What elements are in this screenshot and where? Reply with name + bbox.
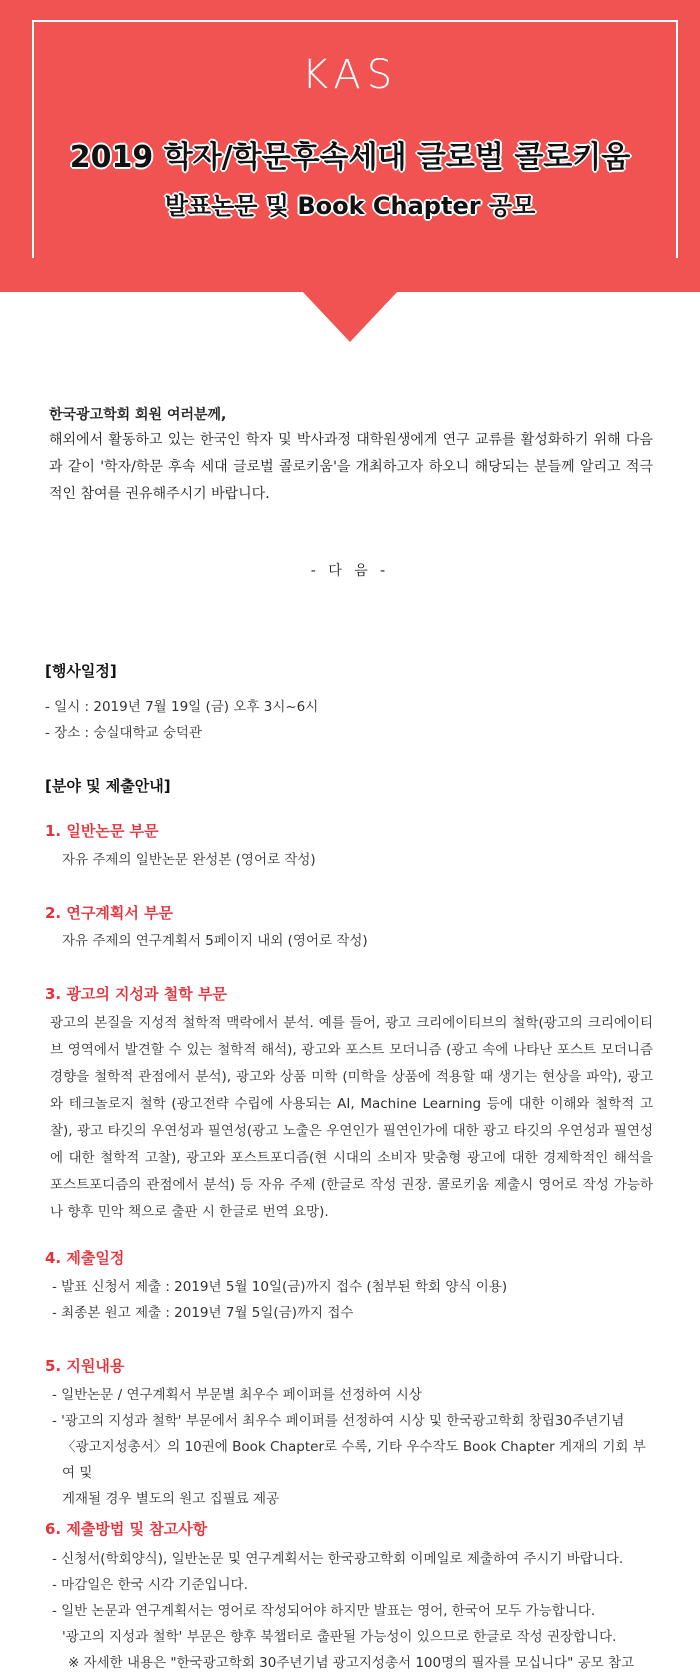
list-item: - 신청서(학회양식), 일반논문 및 연구계획서는 한국광고학회 이메일로 제출하여 주시기 바랍니다. [52,1551,624,1567]
section-5-list [52,1382,654,1512]
section-3-text: 광고의 본질을 지성적 철학적 맥락에서 분석. 예를 들어, 광고 크리에이티브의 철학(광고의 크리에이티브 영역에서 발견할 수 있는 철학적 해석), 광고와 포스트 모더니즘 (광고 속에 나타난 포스트 모더니즘 경향을 철학적 관점에서 분석), 광고와 상품 미학 (미학을 상품에 적용할 때 생기는 현상을 파악), 광고와 테크놀로지 철학 (광고전략 수립에 사용되는 AI, Machine Learning 등에 대한 이해와 철학적 고찰), 광고 타깃의 우연성과 필연성(광고 노출은 우연인가 필연인가에 대한 광고 타깃의 우연성과 필연성에 대한 철학적 고찰), 광고와 포스트포디즘(현 시대의 소비자 맞춤형 광고에 대한 경제학적인 해석을 포스트포디즘의 관점에서 분석) 등 자유 주제 (한글로 작성 권장. 콜로키움 제출시 영어로 작성 가능하나 향후 민악 책으로 출판 시 한글로 번역 요망). [50,1015,653,1220]
list-item: - 일반 논문과 연구계획서는 영어로 작성되어야 하지만 발표는 영어, 한국어 모두 가능합니다. [52,1603,596,1619]
list-item: - 발표 신청서 제출 : 2019년 5월 10일(금)까지 접수 (첨부된 학회 양식 이용) [52,1279,508,1295]
section-2-text: 자유 주제의 연구계획서 5페이지 내외 (영어로 작성) [62,933,368,949]
separator: - 다 음 - [310,563,390,579]
section-3-title: 3. 광고의 지성과 철학 부문 [45,985,227,1003]
section-4-title: 4. 제출일정 [45,1249,125,1267]
list-item: 〈광고지성총서〉의 10권에 Book Chapter로 수록, 기타 우수작도 Book Chapter 게재의 기회 부여 및 [62,1439,646,1481]
intro-paragraph: 해외에서 활동하고 있는 한국인 학자 및 박사과정 대학원생에게 연구 교류를 활성화하기 위해 다음과 같이 '학자/학문 후속 세대 글로벌 콜로키움'을 개최하고자 하오니 해당되는 분들께 알리고 적극적인 참여를 권유해주시기 바랍니다. [49,432,653,502]
section-5-title: 5. 지원내용 [45,1357,125,1375]
list-item: '광고의 지성과 철학' 부문은 향후 북챕터로 출판될 가능성이 있으므로 한글로 작성 권장합니다. [62,1629,617,1645]
kas-logo: KAS [301,52,399,98]
section-6-list [52,1546,654,1676]
section-1-title: 1. 일반논문 부문 [45,822,159,840]
down-arrow-icon [301,290,399,342]
schedule-date: - 일시 : 2019년 7월 19일 (금) 오후 3시~6시 [45,699,319,715]
header-banner [0,0,700,292]
list-item: - 최종본 원고 제출 : 2019년 7월 5일(금)까지 접수 [52,1305,354,1321]
schedule-heading: [행사일정] [45,662,117,680]
section-6-title: 6. 제출방법 및 참고사항 [45,1520,208,1538]
section-1-text: 자유 주제의 일반논문 완성본 (영어로 작성) [62,852,316,868]
section-2-title: 2. 연구계획서 부문 [45,904,174,922]
section-4-list [52,1274,654,1326]
list-item: ※ 자세한 내용은 "한국광고학회 30주년기념 광고지성총서 100명의 필자를 모십니다" 공모 참고 [68,1655,635,1671]
greeting: 한국광고학회 회원 여러분께, [49,407,227,423]
page-title: 2019 학자/학문후속세대 글로벌 콜로키움 [69,140,631,175]
page-subtitle: 발표논문 및 Book Chapter 공모 [164,192,536,220]
list-item: 게재될 경우 별도의 원고 집필료 제공 [62,1491,280,1507]
fields-heading: [분야 및 제출안내] [45,777,171,795]
list-item: - 일반논문 / 연구계획서 부문별 최우수 페이퍼를 선정하여 시상 [52,1387,422,1403]
list-item: - '광고의 지성과 철학' 부문에서 최우수 페이퍼를 선정하여 시상 및 한국광고학회 창립30주년기념 [52,1413,625,1429]
list-item: - 마감일은 한국 시각 기준입니다. [52,1577,248,1593]
schedule-place: - 장소 : 숭실대학교 숭덕관 [45,725,202,741]
